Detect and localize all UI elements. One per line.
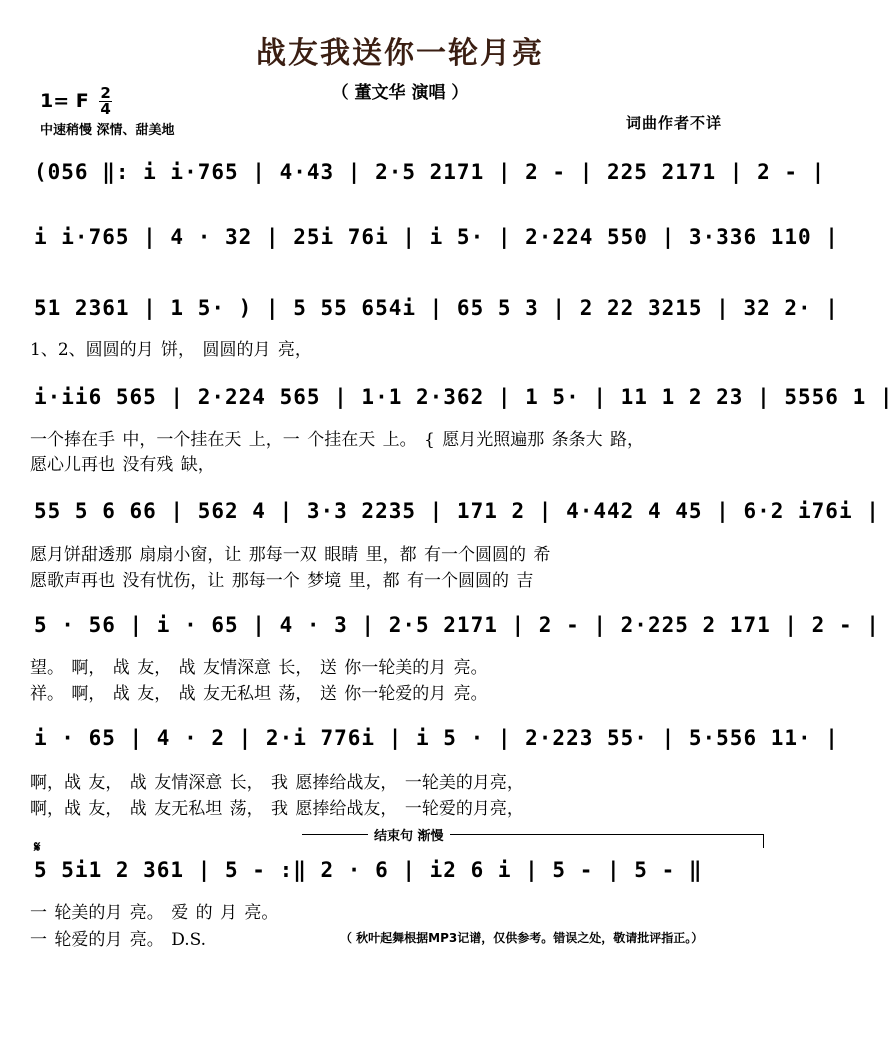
- lyric-line-7: 祥。 啊， 战 友， 战 友无私坦 荡， 送 你一轮爱的月 亮。: [30, 684, 488, 704]
- lyric-line-5: 愿歌声再也 没有忧伤，让 那每一个 梦境 里，都 有一个圆圆的 吉: [30, 571, 534, 591]
- lyric-line-10: 一 轮美的月 亮。 爱 的 月 亮。: [30, 903, 279, 923]
- transcriber-note: （ 秋叶起舞根据MP3记谱，仅供参考。错误之处，敬请批评指正。）: [340, 931, 704, 945]
- key-signature: [40, 86, 112, 117]
- ending-line-end: [763, 834, 764, 848]
- score-line-1: (056 ‖: i i·765 | 4·43 | 2·5 2171 | 2 - | 225 2171 | 2 - |: [34, 160, 826, 184]
- singer-credit: （ 董文华 演唱 ）: [331, 83, 469, 103]
- time-denominator: 4: [100, 100, 111, 118]
- ending-label: 结束句 渐慢: [368, 825, 450, 844]
- score-line-6: 5 · 56 | i · 65 | 4 · 3 | 2·5 2171 | 2 - | 2·225 2 171 | 2 - |: [34, 613, 880, 637]
- lyric-line-4: 愿月饼甜透那 扇扇小窗，让 那每一双 眼睛 里，都 有一个圆圆的 希: [30, 545, 551, 565]
- lyric-line-9: 啊，战 友， 战 友无私坦 荡， 我 愿捧给战友， 一轮爱的月亮，: [30, 799, 524, 819]
- song-title: 战友我送你一轮月亮: [256, 36, 544, 71]
- authors-note: 词曲作者不详: [626, 114, 723, 132]
- time-numerator: 2: [100, 84, 111, 102]
- time-signature: [99, 86, 111, 117]
- score-line-2: i i·765 | 4 · 32 | 25i 76i | i 5· | 2·224 550 | 3·336 110 |: [34, 225, 839, 249]
- score-line-4: i·ii6 565 | 2·224 565 | 1·1 2·362 | 1 5· | 11 1 2 23 | 5556 1 |: [34, 385, 894, 409]
- score-line-7: i · 65 | 4 · 2 | 2·i 776i | i 5 · | 2·223 55· | 5·556 11· |: [34, 726, 839, 750]
- segno-icon: 𝄋: [34, 838, 41, 856]
- tempo-marking: 中速稍慢 深情、甜美地: [40, 123, 175, 138]
- score-line-5: 55 5 6 66 | 562 4 | 3·3 2235 | 171 2 | 4·442 4 45 | 6·2 i76i |: [34, 499, 880, 523]
- ending-bracket: [302, 825, 764, 845]
- lyric-line-8: 啊，战 友， 战 友情深意 长， 我 愿捧给战友， 一轮美的月亮，: [30, 773, 524, 793]
- lyric-line-11: 一 轮爱的月 亮。 D.S.: [30, 930, 207, 950]
- key-label: 1= F: [40, 90, 89, 112]
- lyric-line-2: 一个捧在手 中，一个挂在天 上，一 个挂在天 上。 { 愿月光照遍那 条条大 路，: [30, 430, 645, 450]
- lyric-line-3: 愿心儿再也 没有残 缺，: [30, 455, 215, 475]
- score-line-8: 5 5i1 2 361 | 5 - :‖ 2 · 6 | i2 6 i | 5 - | 5 - ‖: [34, 858, 703, 882]
- lyric-line-1: 1、2、圆圆的月 饼， 圆圆的月 亮，: [30, 340, 312, 360]
- score-line-3: 51 2361 | 1 5· ) | 5 55 654i | 65 5 3 | 2 22 3215 | 32 2· |: [34, 296, 839, 320]
- lyric-line-6: 望。 啊， 战 友， 战 友情深意 长， 送 你一轮美的月 亮。: [30, 658, 488, 678]
